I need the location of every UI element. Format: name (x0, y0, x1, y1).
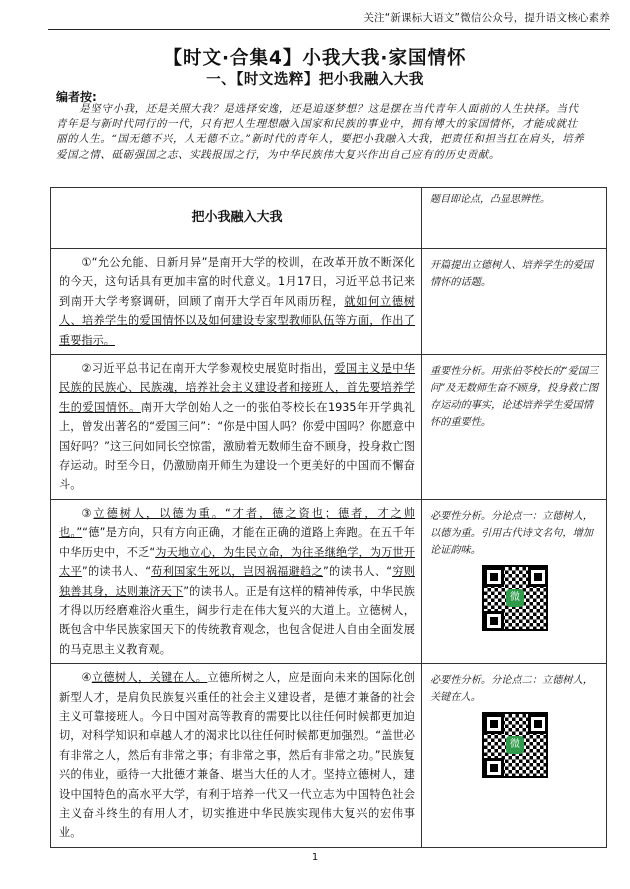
editor-note-text: 是坚守小我，还是关照大我？是选择安逸，还是追逐梦想？这是摆在当代青年人面前的人生抉择。当代青年是与新时代同行的一代，只有把人生理想融入国家和民族的事业中，拥有博大的家国情怀，才能成就壮丽的人生。“国无德不兴，人无德不立。”新时代的青年人，要把小我融入大我，把责任和担当扛在肩头，培养爱国之情、砥砺强国之志、实践报国之行，为中华民族伟大复兴作出自己应有的历史贡献。 (56, 103, 585, 161)
underlined-text: 立德树人，关键在人。 (91, 671, 208, 685)
table-row (51, 355, 607, 500)
paragraph-text: “德”是方向，只有方向正确，才能在正确的道路上奔跑。在五千年中华历史中，不乏“ (59, 526, 415, 559)
underlined-text: 为天地立心，为生民立命，为往圣继绝学，为万世开太平 (59, 545, 415, 579)
wechat-logo-icon: 微 (506, 736, 524, 754)
page-header: 关注“新课标大语文”微信公众号，提升语文核心素养 (48, 10, 610, 30)
paragraph-cell (51, 355, 422, 500)
qr-finder-pattern (484, 758, 504, 778)
qr-finder-pattern (484, 611, 504, 631)
comment-cell (422, 355, 607, 500)
page-subtitle: 一、【时文选粹】把小我融入大我 (206, 72, 424, 88)
paragraph-text: ③ (81, 506, 94, 520)
comment-cell (422, 664, 607, 848)
underlined-text: 苟利国家生死以，岂因祸福避趋之 (151, 565, 323, 579)
underlined-text: 就如何立德树人、培养学生的爱国情怀以及如何建设专家型教师队伍等方面，作出了重要指示。 (59, 294, 415, 347)
table-row (51, 499, 607, 663)
underlined-text: 爱国主义是中华民族的民族心、民族魂，培养社会主义建设者和接班人，首先要培养学生的爱国情怀。 (59, 362, 415, 414)
paragraph-text: ①“允公允能、日新月异”是南开大学的校训，在改革开放不断深化的今天，这句话具有更加丰富的时代意义。1月17日，习近平总书记来到南开大学考察调研，回顾了南开大学百年风雨历程， (59, 256, 415, 308)
wechat-logo-icon: 微 (506, 589, 524, 607)
essay-table (50, 187, 607, 848)
table-right-header: 题目即论点，凸显思辨性。 (422, 188, 607, 249)
qr-code-icon (482, 712, 548, 778)
comment-text: 开篇提出立德树人、培养学生的爱国情怀的话题。 (430, 260, 593, 288)
comment-text: 必要性分析。分论点二：立德树人，关键在人。 (430, 675, 593, 704)
comment-text: 重要性分析。用张伯苓校长的“爱国三问”及无数师生奋不顾身，投身救亡图存运动的事实，论述培养学生爱国情怀的重要性。 (430, 366, 599, 429)
qr-finder-pattern (528, 714, 548, 734)
paragraph-text: ”的读书人、“ (81, 565, 151, 579)
table-header-row (51, 188, 607, 249)
comment-cell (422, 499, 607, 663)
paragraph-cell (51, 664, 422, 848)
page-title: 【时文·合集4】小我大我·家国情怀 (163, 48, 467, 69)
paragraph-cell (51, 249, 422, 355)
qr-finder-pattern (528, 567, 548, 587)
page-number: 1 (311, 852, 319, 863)
qr-code-icon (482, 565, 548, 631)
underlined-text: 立德树人，以德为重。“才者，德之资也；德者，才之帅也。” (59, 506, 415, 540)
paragraph-text: 立德所树之人，应是面向未来的国际化创新型人才，是肩负民族复兴重任的社会主义建设者，是德才兼备的社会主义可靠接班人。今日中国对高等教育的需要比以往任何时候都更加迫切，对科学知识和卓越人才的渴求比以往任何时候都更加强烈。“盖世必有非常之人，然后有非常之事；有非常之事，然后有非常之功。”民族复兴的伟业，亟待一大批德才兼备、堪当大任的人才。坚持立德树人，建设中国特色的高水平大学，有利于培养一代又一代立志为中国特色社会主义奋斗终生的有用人才，切实推进中华民族实现伟大复兴的宏伟事业。 (59, 671, 415, 840)
editor-note-label: 编者按: (56, 90, 97, 104)
paragraph-text: ”的读书人、“ (322, 565, 393, 579)
paragraph-text: ④ (81, 671, 92, 685)
paragraph-text: 南开大学创始人之一的张伯苓校长在1935年开学典礼上，曾发出著名的“爱国三问”：“你是中国人吗？你爱中国吗？你愿意中国好吗？”这三问如同长空惊雷，激励着无数师生奋不顾身，投身救亡图存运动。时至今日，仍激励南开师生为建设一个更美好的中国而不懈奋斗。 (59, 400, 415, 492)
underlined-text: 穷则独善其身，达则兼济天下 (59, 565, 415, 598)
table-row (51, 249, 607, 355)
paragraph-text: ②习近平总书记在南开大学参观校史展览时指出， (81, 362, 335, 376)
paragraph-text: ”的读书人。正是有这样的精神传承，中华民族才得以历经磨难浴火重生，阔步行走在伟大复兴的大道上。立德树人，既包含中华民族家国天下的传统教育观念，也包含促进人自由全面发展的马克思主义教育观。 (59, 584, 415, 656)
comment-cell (422, 249, 607, 355)
qr-finder-pattern (484, 714, 504, 734)
qr-finder-pattern (484, 567, 504, 587)
table-row (51, 664, 607, 848)
comment-text: 必要性分析。分论点一：立德树人，以德为重。引用古代诗文名句，增加论证韵味。 (430, 510, 593, 556)
paragraph-cell (51, 499, 422, 663)
table-left-header: 把小我融入大我 (51, 188, 422, 249)
